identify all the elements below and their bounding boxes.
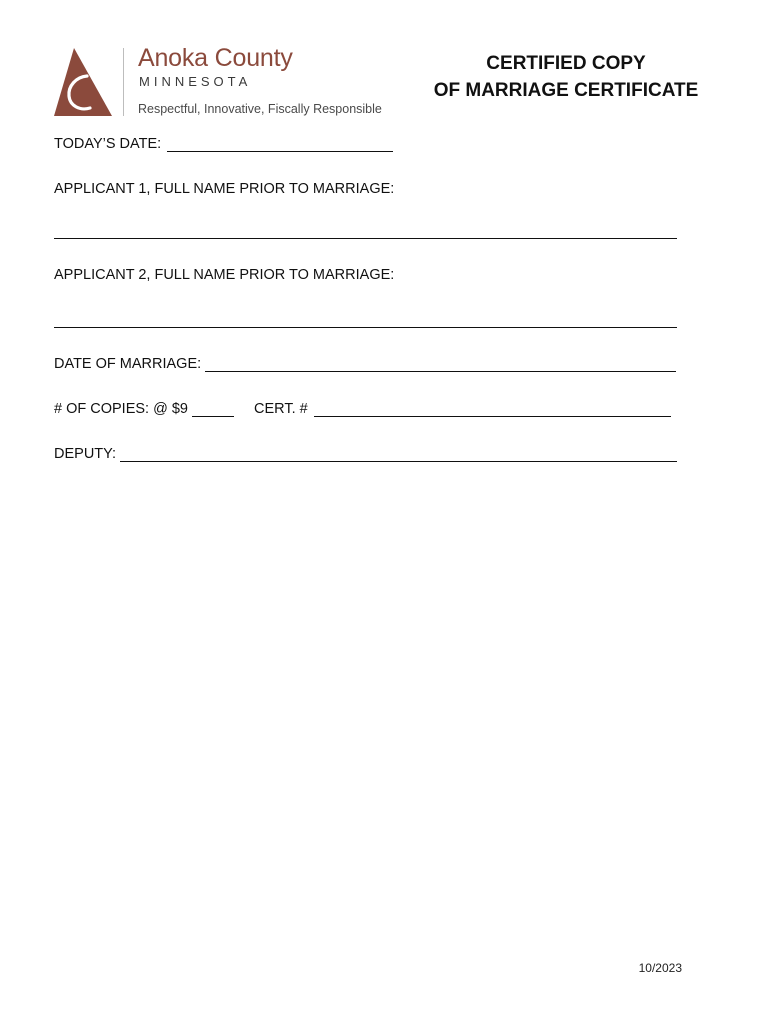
date-of-marriage-field[interactable] <box>205 356 676 372</box>
copies-label: # OF COPIES: @ $9 <box>54 401 188 417</box>
anoka-county-emblem-icon <box>54 46 112 118</box>
date-of-marriage-label: DATE OF MARRIAGE: <box>54 356 202 372</box>
deputy-row <box>54 444 677 464</box>
logo-county-name: Anoka County <box>138 44 293 72</box>
copies-cert-row <box>54 399 671 419</box>
applicant2-name-field[interactable] <box>54 327 677 328</box>
cert-label: CERT. # <box>253 401 308 417</box>
deputy-field[interactable] <box>120 446 677 462</box>
anoka-county-logo <box>54 44 394 120</box>
logo-divider <box>123 48 124 116</box>
cert-number-field[interactable] <box>314 401 671 417</box>
todays-date-label: TODAY’S DATE: <box>54 136 162 152</box>
document-title <box>430 50 702 104</box>
copies-field[interactable] <box>192 401 234 417</box>
applicant2-label: APPLICANT 2, FULL NAME PRIOR TO MARRIAGE: <box>54 267 395 283</box>
document-title-line-1: CERTIFIED COPY <box>486 53 646 74</box>
todays-date-row <box>54 134 393 154</box>
logo-state-name: MINNESOTA <box>139 74 252 89</box>
date-of-marriage-row <box>54 354 676 374</box>
applicant2-row <box>54 265 394 285</box>
todays-date-field[interactable] <box>167 136 393 152</box>
deputy-label: DEPUTY: <box>54 446 117 462</box>
applicant1-label: APPLICANT 1, FULL NAME PRIOR TO MARRIAGE: <box>54 181 395 197</box>
applicant1-row <box>54 179 394 199</box>
revision-date: 10/2023 <box>638 961 682 975</box>
applicant1-name-field[interactable] <box>54 238 677 239</box>
document-title-line-2: OF MARRIAGE CERTIFICATE <box>433 80 699 101</box>
logo-tagline: Respectful, Innovative, Fiscally Responsible <box>138 102 382 116</box>
